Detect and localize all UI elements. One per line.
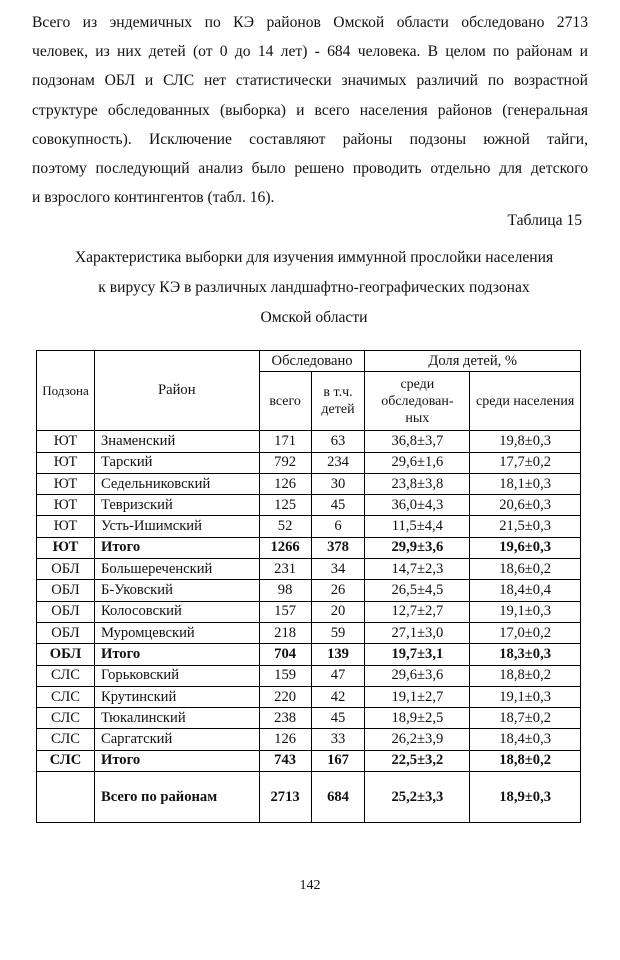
paragraph-line: поэтому последующий анализ было решено проводить отдельно для детского [32, 160, 588, 178]
page-number: 142 [299, 878, 321, 893]
zone-cell: СЛС [37, 665, 95, 686]
children-cell: 47 [311, 665, 365, 686]
district-cell: Итого [94, 537, 259, 558]
body-paragraph [32, 8, 588, 212]
table-row [37, 750, 581, 771]
caption-line: Характеристика выборки для изучения иммунной прослойки населения [74, 249, 554, 266]
share-pop-cell: 18,8±0,2 [470, 665, 581, 686]
paragraph-line: совокупность). Исключение составляют районы подзоны южной тайги, [32, 130, 588, 148]
share-pop-cell: 18,8±0,2 [470, 750, 581, 771]
header-vsego: всего [259, 372, 311, 431]
share-pop-cell: 19,8±0,3 [470, 431, 581, 452]
paragraph-line: подзонам ОБЛ и СЛС нет статистически значимых различий по возрастной [32, 72, 588, 90]
header-sredi-obsl: среди обследован-ных [365, 372, 470, 431]
children-cell: 63 [311, 431, 365, 452]
header-podzona: Подзона [37, 351, 95, 431]
children-cell: 6 [311, 516, 365, 537]
district-cell: Горьковский [94, 665, 259, 686]
district-cell: Колосовский [94, 601, 259, 622]
children-cell: 33 [311, 729, 365, 750]
table-row [37, 729, 581, 750]
zone-cell: ЮТ [37, 537, 95, 558]
district-cell: Саргатский [94, 729, 259, 750]
total-cell: 98 [259, 580, 311, 601]
grand-children-cell: 684 [311, 772, 365, 823]
zone-cell: ОБЛ [37, 601, 95, 622]
table-row [37, 516, 581, 537]
district-cell: Тюкалинский [94, 708, 259, 729]
table-caption [40, 243, 588, 333]
caption-line: Омской области [260, 309, 368, 326]
zone-cell: ОБЛ [37, 580, 95, 601]
data-table [36, 350, 581, 823]
share-pop-cell: 18,7±0,2 [470, 708, 581, 729]
grand-share-sample-cell: 25,2±3,3 [365, 772, 470, 823]
zone-cell: СЛС [37, 729, 95, 750]
table-row [37, 495, 581, 516]
children-cell: 42 [311, 686, 365, 707]
share-sample-cell: 19,1±2,7 [365, 686, 470, 707]
zone-cell: ОБЛ [37, 644, 95, 665]
zone-cell: ЮТ [37, 431, 95, 452]
share-pop-cell: 21,5±0,3 [470, 516, 581, 537]
table-number: Таблица 15 [507, 212, 582, 229]
table-row [37, 559, 581, 580]
children-cell: 139 [311, 644, 365, 665]
district-cell: Большереченский [94, 559, 259, 580]
district-cell: Тарский [94, 452, 259, 473]
district-cell: Б-Уковский [94, 580, 259, 601]
district-cell: Итого [94, 750, 259, 771]
table-row [37, 622, 581, 643]
table-row [37, 431, 581, 452]
share-pop-cell: 19,1±0,3 [470, 601, 581, 622]
table-row [37, 686, 581, 707]
share-sample-cell: 36,8±3,7 [365, 431, 470, 452]
zone-cell: ЮТ [37, 452, 95, 473]
children-cell: 45 [311, 495, 365, 516]
grand-district-cell: Всего по районам [94, 772, 259, 823]
share-sample-cell: 27,1±3,0 [365, 622, 470, 643]
header-sredi-nas: среди населения [470, 372, 581, 431]
paragraph-line: и взрослого контингентов (табл. 16). [32, 189, 275, 207]
grand-total-cell: 2713 [259, 772, 311, 823]
share-sample-cell: 36,0±4,3 [365, 495, 470, 516]
zone-cell: ОБЛ [37, 622, 95, 643]
total-cell: 126 [259, 473, 311, 494]
total-cell: 231 [259, 559, 311, 580]
table-row [37, 644, 581, 665]
share-sample-cell: 29,9±3,6 [365, 537, 470, 558]
zone-cell: СЛС [37, 708, 95, 729]
header-dolya: Доля детей, % [365, 351, 581, 372]
share-pop-cell: 17,0±0,2 [470, 622, 581, 643]
children-cell: 34 [311, 559, 365, 580]
header-vtch: в т.ч. детей [311, 372, 365, 431]
children-cell: 378 [311, 537, 365, 558]
caption-line: к вирусу КЭ в различных ландшафтно-географических подзонах [98, 279, 530, 296]
header-obsledovano: Обследовано [259, 351, 365, 372]
total-cell: 792 [259, 452, 311, 473]
share-pop-cell: 18,6±0,2 [470, 559, 581, 580]
zone-cell: СЛС [37, 750, 95, 771]
total-cell: 159 [259, 665, 311, 686]
table-row [37, 601, 581, 622]
zone-cell: ЮТ [37, 495, 95, 516]
share-sample-cell: 29,6±3,6 [365, 665, 470, 686]
total-cell: 218 [259, 622, 311, 643]
total-cell: 238 [259, 708, 311, 729]
zone-cell: ЮТ [37, 516, 95, 537]
district-cell: Седельниковский [94, 473, 259, 494]
grand-share-pop-cell: 18,9±0,3 [470, 772, 581, 823]
district-cell: Муромцевский [94, 622, 259, 643]
district-cell: Знаменский [94, 431, 259, 452]
children-cell: 59 [311, 622, 365, 643]
total-cell: 1266 [259, 537, 311, 558]
children-cell: 45 [311, 708, 365, 729]
table-row [37, 580, 581, 601]
table-row [37, 708, 581, 729]
paragraph-line: человек, из них детей (от 0 до 14 лет) - 684 человека. В целом по районам и [32, 43, 588, 61]
total-cell: 704 [259, 644, 311, 665]
district-cell: Итого [94, 644, 259, 665]
share-pop-cell: 18,1±0,3 [470, 473, 581, 494]
total-cell: 125 [259, 495, 311, 516]
table-row [37, 537, 581, 558]
district-cell: Крутинский [94, 686, 259, 707]
share-pop-cell: 20,6±0,3 [470, 495, 581, 516]
table-body [37, 431, 581, 823]
district-cell: Усть-Ишимский [94, 516, 259, 537]
share-sample-cell: 26,5±4,5 [365, 580, 470, 601]
total-cell: 220 [259, 686, 311, 707]
total-cell: 171 [259, 431, 311, 452]
share-sample-cell: 22,5±3,2 [365, 750, 470, 771]
grand-total-row [37, 772, 581, 823]
table-row [37, 452, 581, 473]
total-cell: 52 [259, 516, 311, 537]
total-cell: 126 [259, 729, 311, 750]
paragraph-line: структуре обследованных (выборка) и всего населения районов (генеральная [32, 101, 588, 119]
grand-zone-cell [37, 772, 95, 823]
share-pop-cell: 19,1±0,3 [470, 686, 581, 707]
share-pop-cell: 18,4±0,3 [470, 729, 581, 750]
table-row [37, 665, 581, 686]
district-cell: Тевризский [94, 495, 259, 516]
zone-cell: СЛС [37, 686, 95, 707]
share-pop-cell: 17,7±0,2 [470, 452, 581, 473]
share-sample-cell: 23,8±3,8 [365, 473, 470, 494]
children-cell: 20 [311, 601, 365, 622]
header-rayon: Район [94, 351, 259, 431]
children-cell: 26 [311, 580, 365, 601]
share-sample-cell: 26,2±3,9 [365, 729, 470, 750]
zone-cell: ОБЛ [37, 559, 95, 580]
share-sample-cell: 11,5±4,4 [365, 516, 470, 537]
share-sample-cell: 14,7±2,3 [365, 559, 470, 580]
children-cell: 234 [311, 452, 365, 473]
paragraph-line: Всего из эндемичных по КЭ районов Омской области обследовано 2713 [32, 14, 588, 31]
share-pop-cell: 19,6±0,3 [470, 537, 581, 558]
share-sample-cell: 29,6±1,6 [365, 452, 470, 473]
total-cell: 743 [259, 750, 311, 771]
share-sample-cell: 18,9±2,5 [365, 708, 470, 729]
zone-cell: ЮТ [37, 473, 95, 494]
share-sample-cell: 12,7±2,7 [365, 601, 470, 622]
share-sample-cell: 19,7±3,1 [365, 644, 470, 665]
table-row [37, 473, 581, 494]
children-cell: 30 [311, 473, 365, 494]
total-cell: 157 [259, 601, 311, 622]
share-pop-cell: 18,3±0,3 [470, 644, 581, 665]
share-pop-cell: 18,4±0,4 [470, 580, 581, 601]
children-cell: 167 [311, 750, 365, 771]
